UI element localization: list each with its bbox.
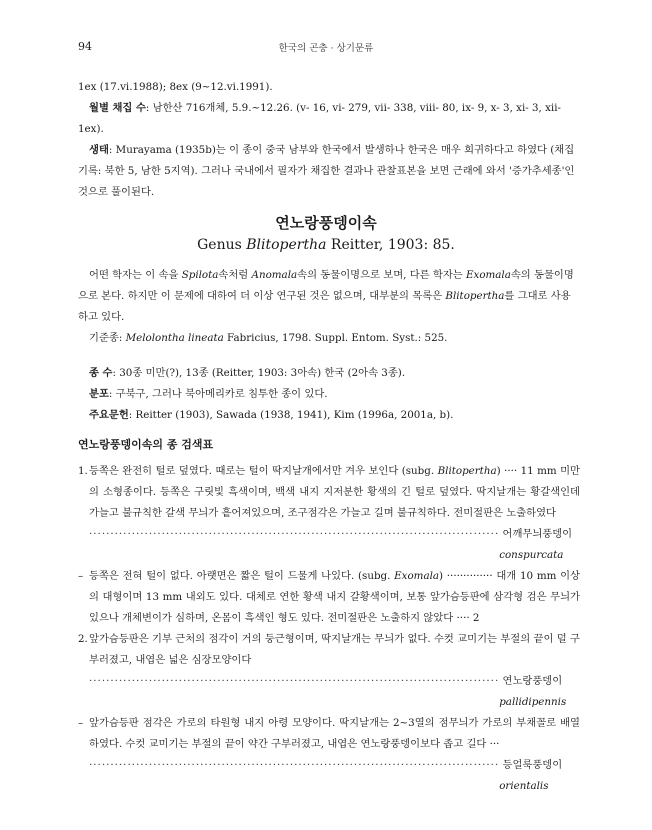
key-heading: 연노랑풍뎅이속의 종 검색표 — [78, 438, 214, 451]
page-number: 94 — [78, 40, 92, 53]
main-literature: 주요문헌: Reitter (1903), Sawada (1938, 1941), Kim (1996a, 2001a, b). — [89, 409, 454, 421]
genus-title-latin: Genus Blitopertha Reitter, 1903: 85. — [197, 237, 455, 253]
species-count: 종 수: 30종 미만(?), 13종 (Reitter, 1903: 3아속) 한국 (2아속 3종). — [89, 367, 406, 379]
continuation-line: 1ex (17.vi.1988); 8ex (9~12.vi.1991). — [78, 81, 273, 93]
ecology-text: : Murayama (1935b)는 이 종이 중국 남부와 한국에서 발생하나 한국은 매우 희귀하다고 하였다 (채집기록: 북한 5, 남한 5지역). 그러나 국내에서 필자가 채집한 결과나 관찰표본을 보면 근래에 와서 '증가추세종'인 것으로 풀이된다. — [78, 144, 575, 198]
monthly-collection — [78, 98, 580, 140]
ecology-paragraph — [78, 140, 580, 203]
leader-dots: ································································································ — [89, 675, 500, 687]
monthly-label: 월별 채집 수 — [89, 102, 146, 114]
leader-dots: ································································································ — [89, 759, 500, 771]
identification-key — [78, 461, 580, 797]
ecology-label: 생태 — [89, 144, 109, 156]
running-head: 한국의 곤충 · 상기문류 — [278, 43, 374, 54]
key-result-1a: 어깨무늬풍뎅이 conspurcata — [499, 528, 573, 561]
leader-dots: ································································································ — [89, 528, 500, 540]
type-species: 기준종: Melolontha lineata Fabricius, 1798. Suppl. Entom. Syst.: 525. — [89, 332, 448, 344]
synonymy-paragraph: 어떤 학자는 이 속을 Spilota속처럼 Anomala속의 동물이명으로 보며, 다른 학자는 Exomala속의 동물이명으로 본다. 하지만 이 문제에 대하여 더 이상 연구된 것은 없으며, 대부분의 목록은 Blitopertha를 그대로 사용하고 있다. — [78, 269, 574, 323]
key-couplet-1a: 1. 등쪽은 완전히 털로 덮였다. 때로는 털이 딱지날개에서만 겨우 보인다 (subg. Blitopertha) ···· 11 mm 미만의 소형종이다. 등쪽은 구릿빛 흑색이며, 백색 내지 지저분한 황색의 긴 털로 덮였다. 딱지날개는 황갈색인데 가늘고 불규칙한 갈색 무늬가 흩어져있으며, 조구점각은 가늘고 길며 불규칙하다. 전미절판은 노출하였다 ································································································ 어깨무늬풍뎅이 conspurcata — [78, 461, 580, 566]
monthly-text: : 남한산 716개체, 5.9.~12.26. (v- 16, vi- 279, vii- 338, viii- 80, ix- 9, x- 3, xi- 3, xii- 1ex). — [78, 102, 561, 135]
distribution: 분포: 구북구, 그러나 북아메리카로 침투한 종이 있다. — [89, 388, 328, 400]
key-result-2a: 연노랑풍뎅이 pallidipennis — [499, 675, 567, 708]
genus-name: Blitopertha — [246, 237, 327, 253]
key-result-2b: 등얼룩풍뎅이 orientalis — [499, 759, 563, 792]
genus-title-korean: 연노랑풍뎅이속 — [275, 214, 377, 232]
key-couplet-2b: – 앞가슴등판 점각은 가로의 타원형 내지 아령 모양이다. 딱지날개는 2~3열의 점무늬가 가로의 부채꼴로 배열하였다. 수컷 교미기는 부절의 끝이 약간 구부러졌고, 내엽은 연노랑풍뎅이보다 좁고 길다 ··· ································································································ 등얼룩풍뎅이 orientalis — [78, 713, 580, 797]
key-couplet-1b: – 등쪽은 전혀 털이 없다. 아랫면은 짧은 털이 드물게 나있다. (subg. Exomala) ·············· 대개 10 mm 이상의 대형이며 13 mm 내외도 있다. 대체로 연한 황색 내지 갈황색이며, 보통 앞가슴등판에 삼각형 검은 무늬가 있으나 개체변이가 심하며, 온몸이 흑색인 형도 있다. 전미절판은 노출하지 않았다 ···· 2 — [78, 570, 580, 624]
key-couplet-2a: 2. 앞가슴등판은 기부 근처의 점각이 거의 둥근형이며, 딱지날개는 무늬가 없다. 수컷 교미기는 부절의 끝이 덜 구부러졌고, 내엽은 넓은 심장모양이다 ································································································ 연노랑풍뎅이 pallidipennis — [78, 629, 580, 713]
genus-stats — [78, 363, 580, 426]
genus-description — [78, 265, 580, 349]
intro-section — [78, 77, 580, 203]
